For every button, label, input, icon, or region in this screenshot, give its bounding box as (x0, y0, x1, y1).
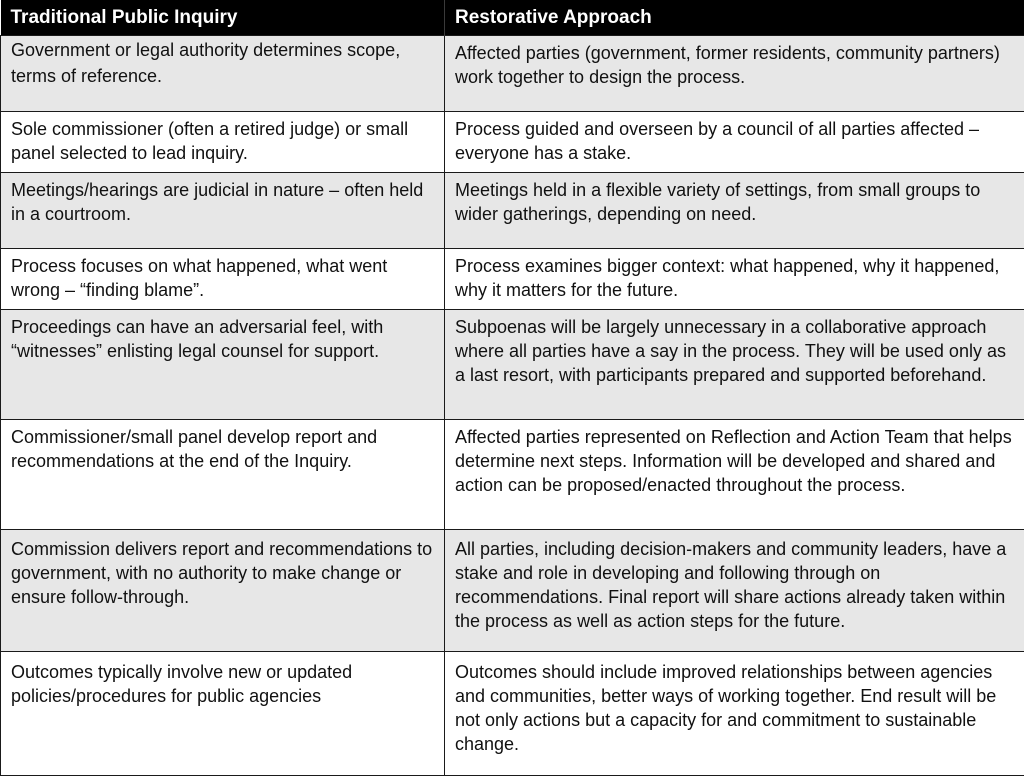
table-row (1, 173, 1024, 249)
restorative-cell: Subpoenas will be largely unnecessary in a collaborative approach where all parties have a say in the process. They will be used only as a last resort, with participants prepared and supported beforehand. (445, 310, 1024, 420)
restorative-cell: All parties, including decision-makers and community leaders, have a stake and role in developing and following through on recommendations. Final report will share actions already taken within the process as well as action steps for the future. (445, 530, 1024, 652)
traditional-cell: Meetings/hearings are judicial in nature – often held in a courtroom. (1, 173, 445, 249)
traditional-cell: Outcomes typically involve new or updated policies/procedures for public agencies (1, 652, 445, 776)
table-row (1, 310, 1024, 420)
table-row (1, 249, 1024, 310)
restorative-cell: Process examines bigger context: what happened, why it happened, why it matters for the future. (445, 249, 1024, 310)
restorative-cell: Process guided and overseen by a council of all parties affected – everyone has a stake. (445, 112, 1024, 173)
header-restorative: Restorative Approach (445, 0, 1024, 36)
restorative-cell: Affected parties represented on Reflection and Action Team that helps determine next steps. Information will be developed and shared and action can be proposed/enacted throughout the process. (445, 420, 1024, 530)
table-row (1, 530, 1024, 652)
restorative-cell: Meetings held in a flexible variety of settings, from small groups to wider gatherings, depending on need. (445, 173, 1024, 249)
header-row (1, 0, 1024, 36)
restorative-cell: Affected parties (government, former residents, community partners) work together to design the process. (445, 36, 1024, 112)
traditional-cell: Commission delivers report and recommendations to government, with no authority to make change or ensure follow-through. (1, 530, 445, 652)
restorative-cell: Outcomes should include improved relationships between agencies and communities, better ways of working together. End result will be not only actions but a capacity for and commitment to sustainable change. (445, 652, 1024, 776)
header-traditional: Traditional Public Inquiry (1, 0, 445, 36)
table-row (1, 36, 1024, 112)
table-row (1, 112, 1024, 173)
traditional-cell: Government or legal authority determines scope, terms of reference. (1, 36, 445, 112)
traditional-cell: Proceedings can have an adversarial feel, with “witnesses” enlisting legal counsel for support. (1, 310, 445, 420)
traditional-cell: Commissioner/small panel develop report and recommendations at the end of the Inquiry. (1, 420, 445, 530)
traditional-cell: Process focuses on what happened, what went wrong – “finding blame”. (1, 249, 445, 310)
table-row (1, 420, 1024, 530)
table-row (1, 652, 1024, 776)
traditional-cell: Sole commissioner (often a retired judge) or small panel selected to lead inquiry. (1, 112, 445, 173)
